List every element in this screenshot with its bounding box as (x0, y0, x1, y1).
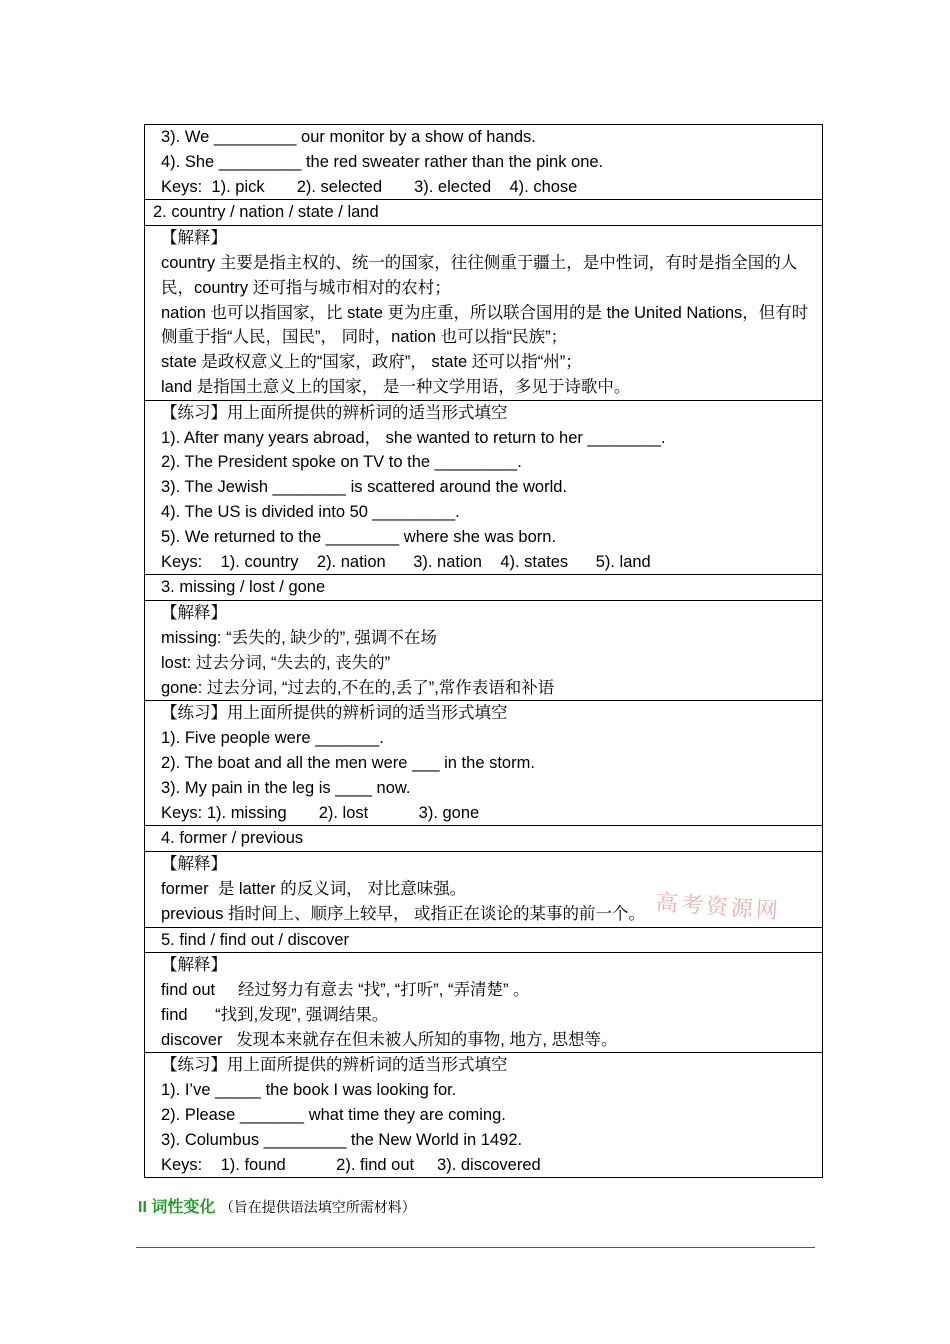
table-row (145, 400, 823, 575)
text-line: discover 发现本来就存在但未被人所知的事物, 地方, 思想等。 (161, 1030, 618, 1049)
text-line: 5. find / find out / discover (161, 930, 350, 949)
table-cell (145, 701, 823, 826)
text-line: nation 也可以指国家，比 state 更为庄重，所以联合国用的是 the United Nations，但有时侧重于指“人民，国民”， 同时，nation 也可以指“民族”； (161, 303, 809, 347)
footer-divider (136, 1247, 815, 1248)
text-line: Keys: 1). missing 2). lost 3). gone (161, 803, 480, 822)
text-line: 3). We _________ our monitor by a show of hands. (161, 128, 536, 146)
section-2-heading (138, 1194, 416, 1217)
table-cell (145, 400, 823, 575)
text-line: missing: “丢失的, 缺少的”, 强调不在场 (161, 628, 437, 647)
table-row (145, 200, 823, 226)
watermark-stamp: 高考资源网 (655, 890, 782, 925)
table-row (145, 601, 823, 701)
text-line: 【解释】 (161, 604, 227, 623)
text-line: 【练习】用上面所提供的辨析词的适当形式填空 (161, 704, 508, 723)
table-row (145, 927, 823, 953)
table-cell (145, 1053, 823, 1178)
section-2-numeral: II (138, 1199, 147, 1216)
table-row (145, 125, 823, 200)
text-line: 3. missing / lost / gone (161, 578, 326, 597)
text-line: 2). Please _______ what time they are coming. (161, 1106, 506, 1125)
text-line: 1). After many years abroad， she wanted to return to her ________. (161, 428, 666, 447)
text-line: 3). Columbus _________ the New World in 1492. (161, 1130, 523, 1149)
table-cell (145, 601, 823, 701)
text-line: 【解释】 (161, 229, 227, 248)
text-line: 【解释】 (161, 855, 227, 874)
table-row (145, 1053, 823, 1178)
text-line: 3). The Jewish ________ is scattered around the world. (161, 478, 568, 497)
text-line: 4). The US is divided into 50 _________. (161, 502, 460, 521)
text-line: lost: 过去分词, “失去的, 丧失的” (161, 653, 391, 672)
text-line: previous 指时间上、顺序上较早， 或指正在谈论的某事的前一个。 (161, 904, 646, 923)
text-line: 2. country / nation / state / land (153, 203, 379, 222)
text-line: former 是 latter 的反义词， 对比意味强。 (161, 879, 467, 898)
text-line: land 是指国土意义上的国家， 是一种文学用语，多见于诗歌中。 (161, 377, 631, 396)
text-line: 2). The President spoke on TV to the _________. (161, 453, 522, 472)
text-line: find out 经过努力有意去 “找”, “打听”, “弄清楚” 。 (161, 981, 530, 1000)
table-row (145, 953, 823, 1053)
table-cell (145, 927, 823, 953)
text-line: 3). My pain in the leg is ____ now. (161, 778, 411, 797)
table-cell (145, 125, 823, 200)
table-row (145, 701, 823, 826)
text-line: 5). We returned to the ________ where she was born. (161, 527, 557, 546)
table-cell (145, 826, 823, 852)
table-row (145, 575, 823, 601)
text-line: 1). I’ve _____ the book I was looking for. (161, 1081, 457, 1100)
text-line: 【练习】用上面所提供的辨析词的适当形式填空 (161, 1056, 508, 1075)
text-line: Keys: 1). found 2). find out 3). discovered (161, 1155, 541, 1174)
text-line: 2). The boat and all the men were ___ in the storm. (161, 753, 535, 772)
text-line: 1). Five people were _______. (161, 729, 384, 748)
table-cell (145, 200, 823, 226)
text-line: country 主要是指主权的、统一的国家，往往侧重于疆土，是中性词，有时是指全国的人民，country 还可指与城市相对的农村； (161, 253, 798, 297)
text-line: state 是政权意义上的“国家，政府”， state 还可以指“州”； (161, 353, 582, 372)
table-cell (145, 226, 823, 401)
vocabulary-table (144, 124, 823, 1178)
text-line: 4. former / previous (161, 829, 304, 848)
text-line: gone: 过去分词, “过去的,不在的,丢了”,常作表语和补语 (161, 678, 555, 697)
section-2-title: 词性变化 (151, 1199, 216, 1216)
table-row (145, 226, 823, 401)
text-line: 4). She _________ the red sweater rather than the pink one. (161, 152, 604, 171)
text-line: find “找到,发现”, 强调结果。 (161, 1005, 389, 1024)
text-line: 【解释】 (161, 956, 227, 975)
text-line: Keys: 1). pick 2). selected 3). elected 4). chose (161, 177, 578, 196)
table-cell (145, 575, 823, 601)
text-line: Keys: 1). country 2). nation 3). nation 4). states 5). land (161, 552, 651, 571)
table-row (145, 826, 823, 852)
section-2-note: （旨在提供语法填空所需材料） (219, 1199, 416, 1215)
table-cell (145, 953, 823, 1053)
text-line: 【练习】用上面所提供的辨析词的适当形式填空 (161, 403, 508, 422)
